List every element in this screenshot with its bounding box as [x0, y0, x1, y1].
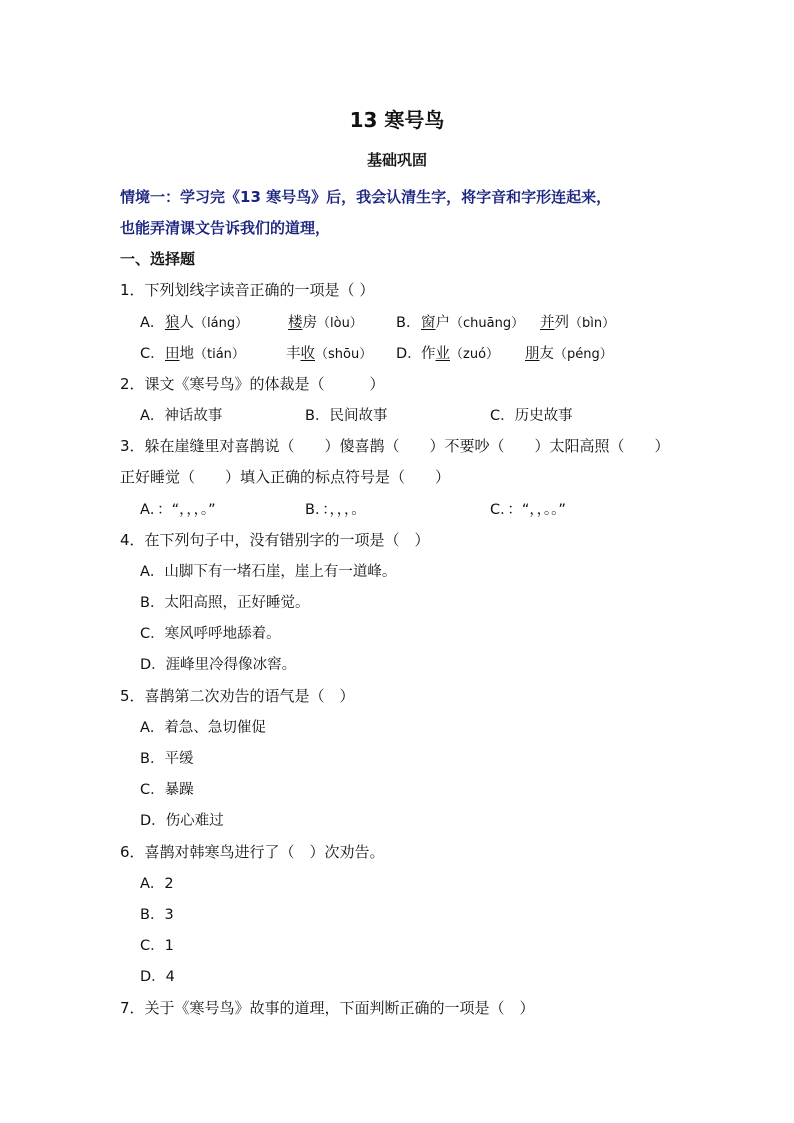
question-2-stem: 2．课文《寒号鸟》的体裁是（ ） — [120, 375, 385, 393]
q4-option-a: A．山脚下有一堵石崖，崖上有一道峰。 — [140, 564, 397, 580]
q6-option-b: B．3 — [140, 907, 174, 923]
char: 列 — [554, 315, 569, 331]
q4-option-c: C．寒风呼呼地舔着。 — [140, 626, 281, 642]
q1-option-d-item-2 — [525, 342, 613, 363]
q2-option-a: A．神话故事 — [140, 408, 223, 424]
question-3-stem-line-1: 3．躲在崖缝里对喜鹊说（ ）傻喜鹊（ ）不要吵（ ）太阳高照（ ） — [120, 437, 670, 455]
char: 丰 — [286, 346, 301, 362]
q1-option-d-item-1 — [421, 342, 499, 363]
q5-option-c: C．暴躁 — [140, 782, 194, 798]
scenario-line-2: 也能弄清课文告诉我们的道理， — [120, 219, 331, 237]
q6-option-d: D．4 — [140, 969, 175, 985]
char: 房 — [302, 315, 317, 331]
scenario-line-1: 情境一：学习完《13 寒号鸟》后，我会认清生字，将字音和字形连起来， — [120, 188, 612, 206]
q4-option-b: B．太阳高照，正好睡觉。 — [140, 595, 310, 611]
underlined-char: 狼 — [165, 315, 180, 331]
section-heading: 一、选择题 — [120, 250, 196, 268]
q1-option-a-item-1 — [165, 311, 248, 332]
char: 人 — [179, 315, 194, 331]
q5-option-a: A．着急、急切催促 — [140, 720, 266, 736]
q1-option-c-label: C． — [140, 346, 165, 362]
pinyin: （péng） — [554, 347, 613, 362]
question-6-stem: 6．喜鹊对韩寒鸟进行了（ ）次劝告。 — [120, 843, 385, 861]
question-1-stem: 1．下列划线字读音正确的一项是（ ） — [120, 281, 375, 299]
pinyin: （shōu） — [315, 347, 373, 362]
char: 作 — [421, 346, 436, 362]
question-5-stem: 5．喜鹊第二次劝告的语气是（ ） — [120, 687, 355, 705]
q5-option-d: D．伤心难过 — [140, 813, 224, 829]
char: 友 — [539, 346, 554, 362]
question-7-stem: 7．关于《寒号鸟》故事的道理，下面判断正确的一项是（ ） — [120, 999, 535, 1017]
q1-option-b-item-2 — [540, 311, 615, 332]
pinyin: （zuó） — [450, 347, 500, 362]
page-title: 13 寒号鸟 — [349, 108, 445, 132]
underlined-char: 朋 — [525, 346, 540, 362]
question-4-stem: 4．在下列句子中，没有错别字的一项是（ ） — [120, 531, 430, 549]
q2-option-b: B．民间故事 — [305, 408, 388, 424]
char: 户 — [435, 315, 450, 331]
char: 地 — [179, 346, 194, 362]
q4-option-d: D．涯峰里冷得像冰窖。 — [140, 657, 297, 673]
underlined-char: 窗 — [421, 315, 436, 331]
pinyin: （bìn） — [569, 316, 616, 331]
pinyin: （chuāng） — [450, 316, 525, 331]
q2-option-c: C．历史故事 — [490, 408, 573, 424]
question-3-stem-line-2: 正好睡觉（ ）填入正确的标点符号是（ ） — [120, 468, 451, 486]
q3-option-a: A．：“，，，。” — [140, 502, 216, 518]
q1-option-a-label: A． — [140, 315, 165, 331]
pinyin: （tián） — [194, 347, 245, 362]
q1-option-c-item-1 — [165, 342, 245, 363]
q1-option-d-label: D． — [396, 346, 422, 362]
q6-option-c: C．1 — [140, 938, 174, 954]
underlined-char: 楼 — [288, 315, 303, 331]
q3-option-b: B．：，，，。 — [305, 502, 366, 518]
pinyin: （láng） — [194, 316, 249, 331]
underlined-char: 并 — [540, 315, 555, 331]
pinyin: （lòu） — [317, 316, 363, 331]
q3-option-c: C．：“，，。。” — [490, 502, 566, 518]
q1-option-a-item-2 — [288, 311, 363, 332]
underlined-char: 业 — [435, 346, 450, 362]
q5-option-b: B．平缓 — [140, 751, 194, 767]
q1-option-b-label: B． — [396, 315, 421, 331]
section-subtitle: 基础巩固 — [366, 151, 427, 169]
q6-option-a: A．2 — [140, 876, 174, 892]
q1-option-b-item-1 — [421, 311, 524, 332]
q1-option-c-item-2 — [286, 342, 372, 363]
underlined-char: 田 — [165, 346, 180, 362]
underlined-char: 收 — [300, 346, 315, 362]
